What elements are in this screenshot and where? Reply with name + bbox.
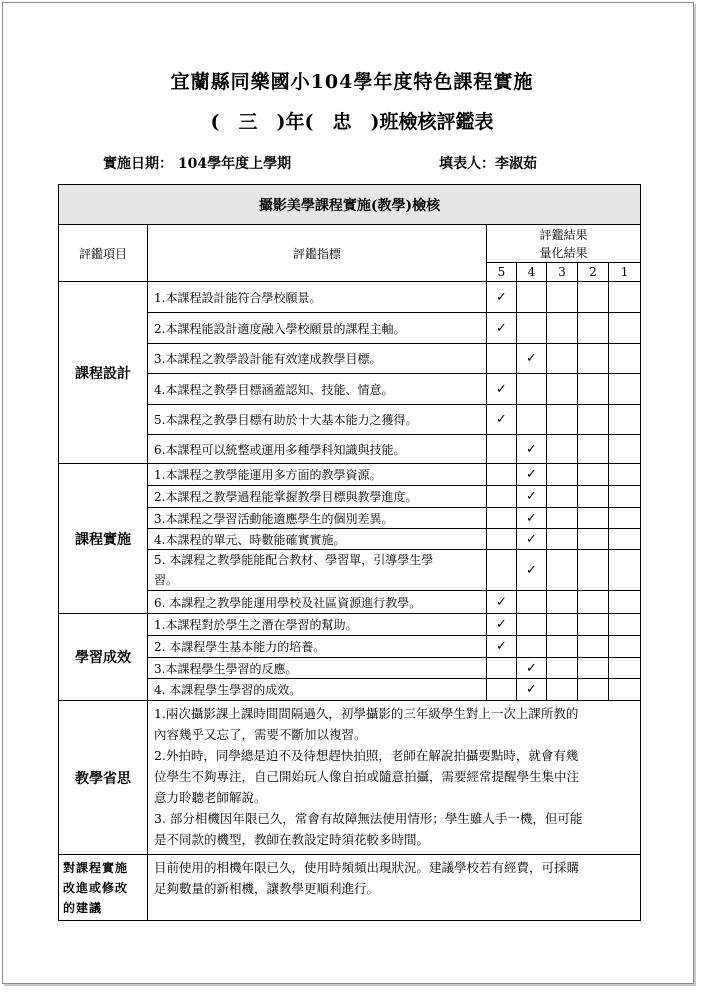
- form-filler: [439, 153, 537, 173]
- indicator-text: 4.本課程的單元、時數能確實實施。: [148, 529, 487, 550]
- score-cell: [609, 313, 641, 344]
- score-cell: [547, 508, 578, 529]
- check-mark-icon: ✓: [526, 441, 537, 457]
- check-mark-icon: ✓: [496, 381, 507, 397]
- reflection-line: 是不同款的機型，教師在教設定時須花較多時間。: [154, 832, 430, 847]
- indicator-text: 4. 本課程學生學習的成效。: [148, 679, 487, 701]
- filler-label: 填表人：: [439, 156, 495, 172]
- reflection-line: 意力聆聽老師解說。: [154, 790, 267, 805]
- category-improvement-suggestion: [59, 855, 148, 921]
- date-value: 104學年度上學期: [177, 156, 292, 172]
- score-cell: [547, 614, 578, 636]
- score-cell: [487, 529, 517, 550]
- score-cell: [487, 344, 517, 374]
- score-header: 3: [547, 263, 578, 282]
- score-cell: [578, 435, 609, 464]
- score-cell: [517, 508, 547, 529]
- check-mark-icon: ✓: [526, 510, 537, 526]
- score-cell: [517, 405, 547, 435]
- document-subtitle: ( 三 )年( 忠 )班檢核評鑑表: [210, 111, 494, 133]
- score-cell: [609, 529, 641, 550]
- score-header: 1: [609, 263, 641, 282]
- suggestion-line: 目前使用的相機年限已久，使用時頻頻出現狀況。建議學校若有經費，可採購: [154, 860, 580, 875]
- score-cell: [578, 344, 609, 374]
- score-cell: [517, 591, 547, 614]
- score-cell: [578, 614, 609, 636]
- score-header: 5: [487, 263, 517, 282]
- score-cell: [517, 313, 547, 344]
- indicator-row: [59, 282, 641, 313]
- column-header-item: 評鑑項目: [59, 225, 148, 282]
- category-teaching-reflection: 教學省思: [59, 701, 148, 855]
- score-cell: [609, 486, 641, 508]
- indicator-text-line: 5. 本課程之教學能能配合教材、學習單，引導學生學: [154, 553, 434, 567]
- score-cell: [609, 614, 641, 636]
- score-cell: [609, 679, 641, 701]
- score-cell: [578, 313, 609, 344]
- suggestion-row: [59, 855, 641, 921]
- score-cell: [517, 636, 547, 658]
- score-cell: [547, 658, 578, 679]
- indicator-text: 3.本課程學生學習的反應。: [148, 658, 487, 679]
- score-cell: [578, 529, 609, 550]
- score-cell: [487, 658, 517, 679]
- reflection-line: 1.兩次攝影課上課時間間隔過久，初學攝影的三年級學生對上一次上課所教的: [154, 706, 579, 721]
- score-cell: [609, 591, 641, 614]
- check-mark-icon: ✓: [526, 467, 537, 482]
- indicator-text: 3.本課程之教學設計能有效達成教學目標。: [148, 344, 487, 374]
- score-cell: [547, 679, 578, 701]
- reflection-text: [148, 701, 641, 855]
- indicator-text: 1.本課程之教學能運用多方面的教學資源。: [148, 464, 487, 486]
- score-cell: [578, 636, 609, 658]
- score-cell: [547, 529, 578, 550]
- score-cell: [578, 679, 609, 701]
- indicator-text: 3.本課程之學習活動能適應學生的個別差異。: [148, 508, 487, 529]
- reflection-line: 2.外拍時，同學總是迫不及待想趕快拍照，老師在解說拍攝要點時，就會有幾: [154, 748, 579, 763]
- indicator-text: 6. 本課程之教學能運用學校及社區資源進行教學。: [148, 591, 487, 614]
- score-cell: [547, 591, 578, 614]
- score-cell: [578, 282, 609, 313]
- score-cell: [487, 486, 517, 508]
- score-cell: [517, 486, 547, 508]
- date-label: 實施日期：: [103, 156, 173, 172]
- score-header: 2: [578, 263, 609, 282]
- score-cell: [578, 508, 609, 529]
- check-mark-icon: ✓: [526, 562, 537, 578]
- score-cell: [578, 658, 609, 679]
- score-cell: [609, 658, 641, 679]
- score-cell: [487, 550, 517, 591]
- indicator-row: [59, 464, 641, 486]
- column-header-indicator: 評鑑指標: [148, 225, 487, 282]
- filler-value: 李淑茹: [495, 156, 537, 172]
- score-cell: [517, 464, 547, 486]
- suggestion-line: 足夠數量的新相機，讓教學更順利進行。: [154, 881, 380, 896]
- score-cell: [547, 282, 578, 313]
- score-cell: [517, 550, 547, 591]
- reflection-line: 內容幾乎又忘了，需要不斷加以複習。: [154, 727, 367, 742]
- score-cell: [547, 344, 578, 374]
- score-cell: [578, 405, 609, 435]
- check-mark-icon: ✓: [496, 289, 507, 305]
- score-cell: [517, 679, 547, 701]
- score-cell: [609, 508, 641, 529]
- suggestion-category-line: 改進或修改: [63, 880, 129, 895]
- score-cell: [487, 636, 517, 658]
- score-cell: [578, 591, 609, 614]
- score-cell: [578, 464, 609, 486]
- score-cell: [578, 374, 609, 405]
- score-cell: [609, 550, 641, 591]
- document-title: 宜蘭縣同樂國小104學年度特色課程實施: [170, 71, 534, 93]
- indicator-text: 6.本課程可以統整或運用多種學科知識與技能。: [148, 435, 487, 464]
- score-cell: [547, 464, 578, 486]
- suggestion-category-line: 對課程實施: [63, 860, 129, 875]
- score-cell: [517, 529, 547, 550]
- evaluation-table: [58, 184, 641, 921]
- result-label: 評鑑結果: [539, 227, 588, 242]
- category-course-design: 課程設計: [59, 282, 148, 464]
- check-mark-icon: ✓: [526, 351, 537, 366]
- check-mark-icon: ✓: [526, 531, 537, 547]
- score-cell: [609, 435, 641, 464]
- reflection-line: 位學生不夠專注，自己開始玩人像自拍或隨意拍攝，需要經常提醒學生集中注: [154, 769, 580, 784]
- score-header: 4: [517, 263, 547, 282]
- score-cell: [487, 435, 517, 464]
- score-cell: [578, 486, 609, 508]
- indicator-text: [148, 550, 487, 591]
- indicator-text: 4.本課程之教學目標涵蓋認知、技能、情意。: [148, 374, 487, 405]
- check-mark-icon: ✓: [526, 489, 537, 504]
- check-mark-icon: ✓: [496, 639, 507, 654]
- check-mark-icon: ✓: [496, 594, 507, 610]
- score-cell: [609, 282, 641, 313]
- score-cell: [487, 405, 517, 435]
- score-cell: [547, 486, 578, 508]
- category-course-implementation: 課程實施: [59, 464, 148, 614]
- score-cell: [517, 658, 547, 679]
- indicator-row: [59, 614, 641, 636]
- score-cell: [487, 313, 517, 344]
- quantified-label: 量化結果: [539, 245, 588, 260]
- suggestion-text: [148, 855, 641, 921]
- category-learning-outcome: 學習成效: [59, 614, 148, 701]
- score-cell: [578, 550, 609, 591]
- score-cell: [517, 374, 547, 405]
- score-cell: [609, 464, 641, 486]
- score-cell: [487, 679, 517, 701]
- check-mark-icon: ✓: [526, 660, 537, 676]
- score-cell: [517, 435, 547, 464]
- score-cell: [517, 344, 547, 374]
- implementation-date: [103, 153, 291, 173]
- score-cell: [547, 550, 578, 591]
- indicator-text: 5.本課程之教學目標有助於十大基本能力之獲得。: [148, 405, 487, 435]
- reflection-row: [59, 701, 641, 855]
- score-cell: [487, 374, 517, 405]
- score-cell: [487, 614, 517, 636]
- score-cell: [609, 636, 641, 658]
- score-cell: [547, 636, 578, 658]
- score-cell: [517, 614, 547, 636]
- indicator-text-line: 習。: [154, 573, 179, 587]
- score-cell: [547, 374, 578, 405]
- score-cell: [609, 374, 641, 405]
- indicator-text: 1.本課程對於學生之潛在學習的幫助。: [148, 614, 487, 636]
- score-cell: [487, 464, 517, 486]
- check-mark-icon: ✓: [496, 412, 507, 427]
- check-mark-icon: ✓: [496, 617, 507, 632]
- score-cell: [609, 344, 641, 374]
- score-cell: [487, 591, 517, 614]
- reflection-line: 3. 部分相機因年限已久，常會有故障無法使用情形；學生雖人手一機，但可能: [154, 811, 583, 826]
- indicator-text: 2.本課程能設計適度融入學校願景的課程主軸。: [148, 313, 487, 344]
- score-cell: [517, 282, 547, 313]
- check-mark-icon: ✓: [496, 320, 507, 336]
- column-header-result: [487, 225, 641, 263]
- score-cell: [487, 508, 517, 529]
- score-cell: [547, 435, 578, 464]
- table-header: 攝影美學課程實施(教學)檢核: [59, 185, 641, 225]
- score-cell: [487, 282, 517, 313]
- indicator-text: 1.本課程設計能符合學校願景。: [148, 282, 487, 313]
- score-cell: [547, 405, 578, 435]
- indicator-text: 2.本課程之教學過程能掌握教學目標與教學進度。: [148, 486, 487, 508]
- score-cell: [609, 405, 641, 435]
- indicator-text: 2. 本課程學生基本能力的培養。: [148, 636, 487, 658]
- score-cell: [547, 313, 578, 344]
- check-mark-icon: ✓: [526, 682, 537, 697]
- suggestion-category-line: 的建議: [63, 900, 103, 915]
